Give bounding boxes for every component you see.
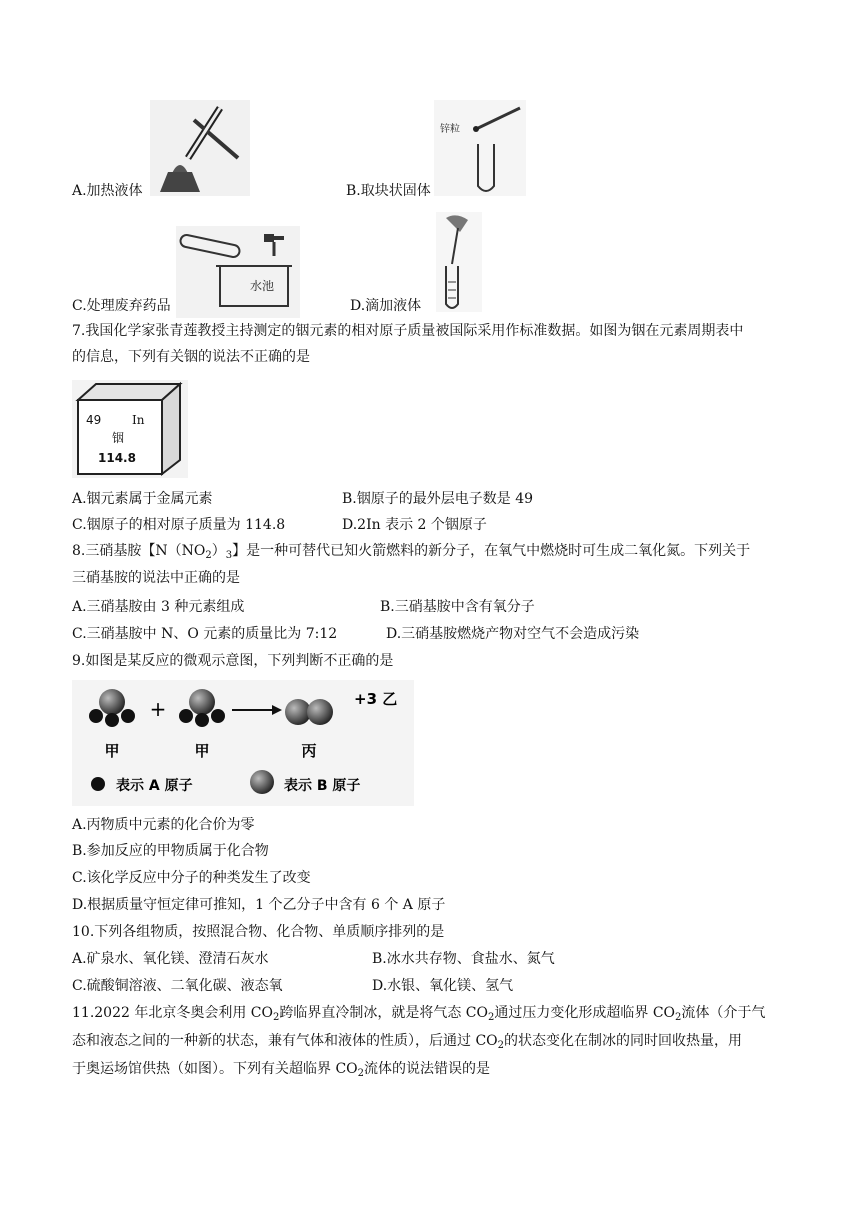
reaction-microscopic-diagram — [72, 680, 414, 806]
q11-stem-line1: 11.2022 年北京冬奥会利用 $CO_2$跨临界直冷制冰，就是将气态 $CO_2$通过压力变化形成超临界 $CO_2$流体（介于气 — [72, 1005, 766, 1023]
zinc-label: 锌粒 — [440, 124, 460, 135]
label-jia-1: 甲 — [104, 742, 120, 760]
indium-element-cell — [72, 380, 188, 478]
q8-option-a: A.三硝基胺由 3 种元素组成 — [72, 599, 245, 615]
q7-option-b: B.铟原子的最外层电子数是 49 — [342, 491, 534, 507]
q10-option-d: D.水银、氧化镁、氢气 — [372, 978, 514, 994]
plus-sign: + — [149, 697, 167, 721]
q10-option-c: C.硫酸铜溶液、二氧化碳、液态氧 — [72, 978, 283, 994]
q11-stem-line2: 态和液态之间的一种新的状态，兼有气体和液体的性质），后通过 $CO_2$的状态变化在制冰的同时回收热量，用 — [72, 1033, 743, 1051]
q8-option-c: C.三硝基胺中 N、O 元素的质量比为 7:12 — [72, 626, 338, 642]
q10-option-a: A.矿泉水、氧化镁、澄清石灰水 — [72, 951, 269, 967]
element-symbol: In — [132, 413, 145, 427]
q6-option-d: D.滴加液体 — [350, 298, 422, 314]
heating-liquid-figure — [150, 100, 250, 196]
q6-option-a: A.加热液体 — [72, 183, 143, 199]
sink-label: 水池 — [250, 279, 275, 293]
q7-stem-line1: 7.我国化学家张青莲教授主持测定的铟元素的相对原子质量被国际采用作标准数据。如图为铟在元素周期表中 — [72, 323, 744, 339]
q7-option-d: D.2In 表示 2 个铟原子 — [342, 517, 487, 533]
q7-stem-line2: 的信息，下列有关铟的说法不正确的是 — [72, 349, 310, 365]
q9-stem: 9.如图是某反应的微观示意图，下列判断不正确的是 — [72, 653, 394, 669]
q7-option-a: A.铟元素属于金属元素 — [72, 491, 213, 507]
q10-option-b: B.冰水共存物、食盐水、氮气 — [372, 951, 555, 967]
legend-b-text: 表示 B 原子 — [284, 778, 361, 794]
q8-option-b: B.三硝基胺中含有氧分子 — [380, 599, 535, 615]
q11-stem-line3: 于奥运场馆供热（如图）。下列有关超临界 $CO_2$流体的说法错误的是 — [72, 1061, 491, 1079]
legend-a-text: 表示 A 原子 — [116, 778, 193, 794]
q8-stem-line1: 8.三硝基胺【$N(NO_2)_3$】是一种可替代已知火箭燃料的新分子，在氧气中燃烧时可生成二氧化氮。下列关于 — [72, 543, 751, 561]
label-bing: 丙 — [301, 742, 317, 760]
q9-option-a: A.丙物质中元素的化合价为零 — [72, 817, 255, 833]
q8-stem-line2: 三硝基胺的说法中正确的是 — [72, 570, 240, 586]
q9-option-d: D.根据质量守恒定律可推知，1 个乙分子中含有 6 个 A 原子 — [72, 897, 446, 913]
q7-option-c: C.铟原子的相对原子质量为 114.8 — [72, 517, 286, 533]
q6-option-b: B.取块状固体 — [346, 183, 431, 199]
legend-b-atom — [250, 770, 274, 794]
waste-disposal-figure — [176, 226, 300, 318]
q9-option-c: C.该化学反应中分子的种类发生了改变 — [72, 870, 311, 886]
legend-a-atom — [91, 777, 105, 791]
atomic-number: 49 — [86, 413, 102, 427]
q10-stem: 10.下列各组物质，按照混合物、化合物、单质顺序排列的是 — [72, 924, 445, 940]
q8-option-d: D.三硝基胺燃烧产物对空气不会造成污染 — [386, 626, 640, 642]
q6-option-c: C.处理废弃药品 — [72, 298, 171, 314]
label-jia-2: 甲 — [194, 742, 210, 760]
q9-option-b: B.参加反应的甲物质属于化合物 — [72, 843, 269, 859]
product-yi: +3 乙 — [354, 690, 398, 708]
element-name: 铟 — [112, 431, 125, 445]
dropping-liquid-figure — [436, 212, 482, 312]
atomic-mass: 114.8 — [98, 451, 136, 465]
taking-solid-figure — [434, 100, 526, 196]
